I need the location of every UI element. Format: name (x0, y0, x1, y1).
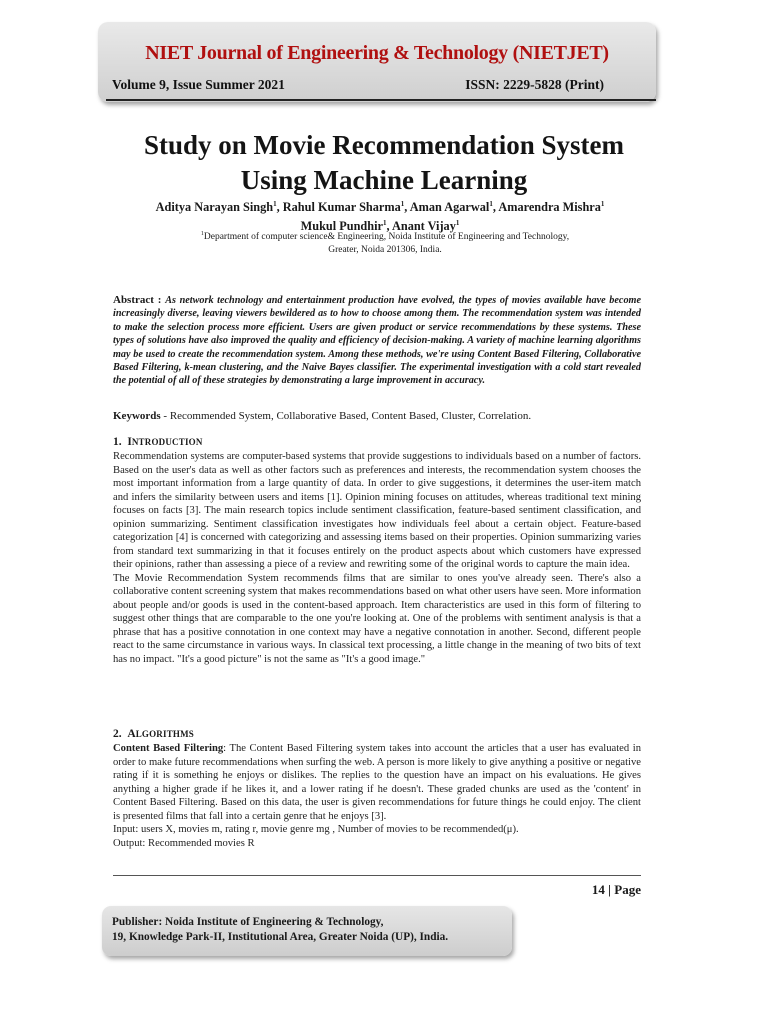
paragraph: Content Based Filtering: The Content Based Filtering system takes into account the articles that a user has evaluated in order to make future recommendations when surfing the web. A person is more likely to give anything a positive or negative rating if it is something he enjoys or dislikes. The replies to the question have an impact on his evaluations. He gives anything a higher grade if he likes it, and a lower rating if he doesn't. These graded chunks are used as the 'content' in Content Based Filtering. Based on this data, the user is given recommendations for future things he could enjoy. The client is presented films that fall into a certain genre that he enjoys [3]. (113, 743, 641, 822)
journal-header (98, 22, 656, 102)
publisher-line-1: Publisher: Noida Institute of Engineering & Technology, (112, 916, 384, 928)
author-name: Mukul Pundhir (300, 219, 383, 234)
author-affil-mark: 1 (400, 200, 405, 208)
title-line-1: Study on Movie Recommendation System (144, 130, 624, 160)
paragraph: Recommendation systems are computer-based systems that provide suggestions to individuals based on a number of factors. Based on the user's data as well as other factors such as preferences and interests, the recommendation system chooses the most important information from a large quantity of data. In order to give suggestions, it determines the user-item match and infers the similarity between users and items [1]. Opinion mining focuses on attitudes, whereas traditional text mining focuses on facts [3]. The main research topics include sentiment classification, feature-based sentiment classification, and opinion summarizing. Sentiment classification investigates how individuals feel about a certain object. Feature-based categorization [4] is concerned with categorizing and assessing items based on their properties. Opinion summarizing varies from standard text summarizing in that it focuses entirely on the product aspects about which customers have expressed their opinions, rather than assessing a piece of a review and rewriting some of the original words to capture the main idea. (113, 451, 641, 570)
introduction-body (113, 450, 641, 666)
author-name: Aman Agarwal (409, 200, 490, 215)
author-affil-mark: 1 (489, 200, 493, 208)
keywords-label: Keywords (113, 410, 161, 422)
author-line-2: Mukul Pundhir$^1$, Anant Vijay$^1$ (300, 219, 460, 234)
algorithm-output: Output: Recommended movies R (113, 837, 255, 849)
abstract-label: Abstract : (113, 294, 166, 306)
author-name: Amarendra Mishra (498, 200, 601, 215)
author-affil-mark: 1 (455, 219, 460, 228)
issue-info (112, 77, 604, 93)
author-affil-mark: 1 (600, 200, 605, 208)
footer-divider (113, 875, 641, 876)
author-name: Rahul Kumar Sharma (282, 200, 401, 215)
subheading-content-based-filtering: Content Based Filtering (113, 743, 224, 754)
abstract-text: As network technology and entertainment production have evolved, the types of movies available have become increasingly diverse, leaving viewers bewildered as to how to choose among them. The recommendation system was intended to make the selection process more efficient. Users are given product or service recommendations by these systems. These types of solutions have also improved the quality and efficiency of decision-making. A variety of machine learning algorithms may be used to create the recommendation system. Among these methods, we're using Content Based Filtering, Collaborative Based Filtering, k-mean clustering, and the Naive Bayes classifier. The experimental investigation with a cold start revealed the potential of all of these strategies by demonstrating a large improvement in accuracy. (113, 295, 641, 387)
author-affil-mark: 1 (273, 200, 277, 208)
algorithms-body (113, 742, 641, 850)
algorithm-input: Input: users X, movies m, rating r, movie genre mg , Number of movies to be recommended(μ). (113, 824, 519, 835)
volume-issue: Volume 9, Issue Summer 2021 (112, 77, 285, 92)
abstract (113, 294, 641, 388)
affil-mark: 1 (200, 231, 204, 237)
publisher-box (102, 906, 512, 956)
author-name: Anant Vijay (391, 219, 456, 234)
author-affil-mark: 1 (382, 219, 387, 228)
author-line-1: Aditya Narayan Singh$^1$, Rahul Kumar Sharma$^1$, Aman Agarwal$^1$, Amarendra Mishra$^1$ (155, 200, 605, 215)
section-heading-introduction: 1. INTRODUCTION (113, 436, 203, 448)
paragraph: The Movie Recommendation System recommends films that are similar to ones you've already seen. There's also a collaborative content screening system that makes recommendations based on what other users have seen. More information about people and/or goods is used in the content-based approach. Item characteristics are used in this form of filtering to suggest other things that are comparable to the one you're looking at. One of the problems with sentiment analysis is that a phrase that has a positive connotation in one context may have a negative connotation in another. Second, different people react to the same circumstance in various ways. In classical text processing, a little change in the meaning of two bits of text has no impact. "It's a good picture" is not the same as "It's a good image." (113, 572, 641, 665)
keywords (113, 410, 641, 422)
keywords-text: - Recommended System, Collaborative Based, Content Based, Cluster, Correlation. (160, 410, 532, 422)
journal-title: NIET Journal of Engineering & Technology (NIETJET) (145, 42, 609, 64)
affil-line-2: Greater, Noida 201306, India. (328, 245, 442, 256)
title-line-2: Using Machine Learning (240, 165, 528, 195)
paper-title (0, 128, 768, 198)
author-name: Aditya Narayan Singh (155, 200, 274, 215)
header-divider (106, 99, 656, 101)
page-number: 14 | Page (591, 882, 641, 897)
affil-line-1: Department of computer science& Engineering, Noida Institute of Engineering and Technology, (203, 232, 570, 243)
affiliation (150, 228, 620, 257)
section-heading-algorithms: 2. ALGORITHMS (113, 728, 194, 740)
issn: ISSN: 2229-5828 (Print) (465, 77, 604, 92)
publisher-line-2: 19, Knowledge Park-II, Institutional Area, Greater Noida (UP), India. (112, 931, 449, 943)
